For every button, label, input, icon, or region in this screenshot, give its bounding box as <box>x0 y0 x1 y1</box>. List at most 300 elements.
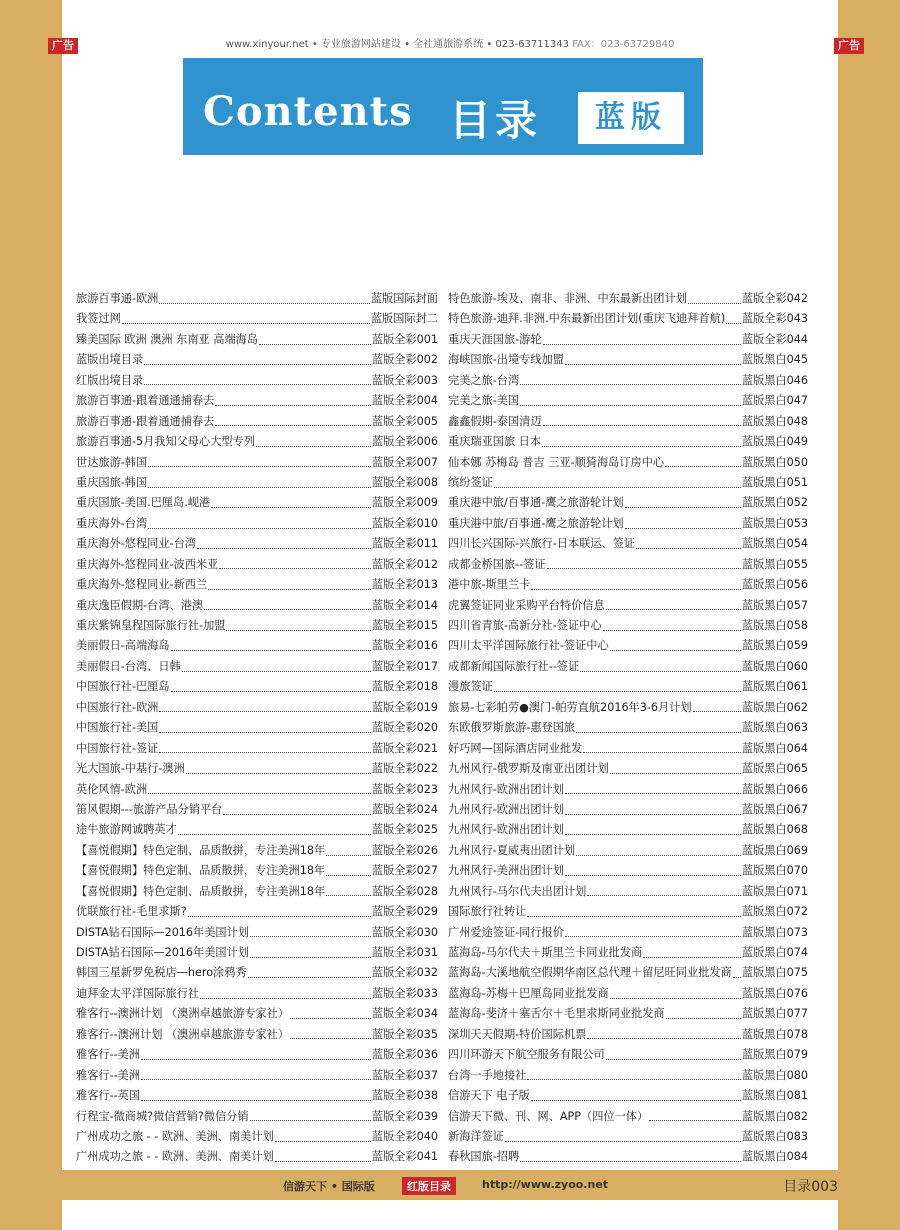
toc-leader-dots <box>643 957 741 958</box>
toc-entry-page: 蓝版全彩024 <box>371 802 438 816</box>
toc-entry-title: 旅游百事通-跟着通通捕春去 <box>76 394 215 408</box>
toc-entry[interactable] <box>448 535 808 555</box>
toc-entry-title: 美丽假日-台湾、日韩 <box>76 659 181 673</box>
toc-entry-title: 九州风行-美洲出团计划 <box>448 864 564 878</box>
toc-entry-title: 我签过网 <box>76 312 121 326</box>
toc-entry-title: 九州风行-欧洲出团计划 <box>448 782 564 796</box>
toc-entry-page: 蓝版黑白069 <box>741 843 808 857</box>
toc-entry[interactable] <box>448 576 808 596</box>
toc-entry-page: 蓝版全彩009 <box>371 496 438 510</box>
toc-entry[interactable] <box>76 1108 438 1128</box>
toc-entry-title: 【喜悦假期】特色定制、品质散拼，专注美洲18年 <box>76 884 326 898</box>
toc-entry[interactable] <box>448 1148 808 1168</box>
toc-entry[interactable] <box>448 290 808 310</box>
toc-entry[interactable] <box>76 842 438 862</box>
toc-leader-dots <box>215 405 371 406</box>
toc-entry-title: 四川长兴国际-兴旅行-日本联运、签证 <box>448 537 636 551</box>
toc-entry-title: 九州风行-马尔代夫出团计划 <box>448 884 587 898</box>
toc-entry-page: 蓝版黑白076 <box>741 986 808 1000</box>
toc-entry-title: 成都新闻国际旅行社--签证 <box>448 659 580 673</box>
toc-entry[interactable] <box>76 1128 438 1148</box>
toc-entry[interactable] <box>448 392 808 412</box>
toc-leader-dots <box>219 568 371 569</box>
toc-leader-dots <box>665 466 741 467</box>
toc-entry[interactable] <box>448 760 808 780</box>
toc-entry-page: 蓝版全彩025 <box>371 823 438 837</box>
toc-leader-dots <box>275 1161 371 1162</box>
toc-entry-title: 国际旅行社转让 <box>448 905 527 919</box>
toc-entry-title: 世达旅游-韩国 <box>76 455 148 469</box>
toc-entry[interactable] <box>76 597 438 617</box>
toc-entry-title: 重庆国旅-美国.巴厘岛.岘港 <box>76 496 211 510</box>
toc-entry[interactable] <box>448 556 808 576</box>
toc-entry[interactable] <box>448 433 808 453</box>
toc-entry[interactable] <box>76 310 438 330</box>
toc-entry-title: 重庆逸臣假期-台湾、港澳 <box>76 598 204 612</box>
toc-entry-page: 蓝版全彩004 <box>371 394 438 408</box>
toc-entry[interactable] <box>76 433 438 453</box>
toc-leader-dots <box>625 507 741 508</box>
toc-entry-page: 蓝版全彩022 <box>371 762 438 776</box>
toc-entry[interactable] <box>76 964 438 984</box>
toc-entry[interactable] <box>448 454 808 474</box>
toc-entry-title: 深圳天天假期-特价国际机票 <box>448 1027 587 1041</box>
toc-leader-dots <box>188 916 371 917</box>
toc-entry-page: 蓝版黑白048 <box>741 414 808 428</box>
toc-leader-dots <box>520 405 741 406</box>
toc-entry[interactable] <box>76 985 438 1005</box>
right-border <box>838 0 900 1230</box>
toc-leader-dots <box>520 384 741 385</box>
toc-entry-page: 蓝版黑白068 <box>741 823 808 837</box>
toc-leader-dots <box>171 650 371 651</box>
toc-leader-dots <box>520 1161 741 1162</box>
toc-entry-title: 重庆港中旅/百事通-鹰之旅游轮计划 <box>448 516 624 530</box>
toc-entry-page: 蓝版全彩032 <box>371 966 438 980</box>
toc-leader-dots <box>208 589 371 590</box>
toc-entry-title: DISTA钻石国际—2016年美国计划 <box>76 946 249 959</box>
toc-entry[interactable] <box>76 290 438 310</box>
toc-entry-page: 蓝版黑白066 <box>741 782 808 796</box>
toc-entry-title: 四川环游天下航空服务有限公司 <box>448 1048 605 1062</box>
toc-entry-page: 蓝版全彩034 <box>371 1007 438 1021</box>
toc-entry-title: 重庆海外-台湾 <box>76 516 148 530</box>
toc-entry[interactable] <box>76 474 438 494</box>
toc-entry[interactable] <box>76 1087 438 1107</box>
toc-entry-page: 蓝版全彩043 <box>741 312 808 326</box>
toc-entry[interactable] <box>76 392 438 412</box>
toc-entry-title: 重庆海外-悠程同业-波西米亚 <box>76 557 219 571</box>
toc-entry-page: 蓝版全彩018 <box>371 680 438 694</box>
toc-leader-dots <box>197 548 371 549</box>
toc-entry[interactable] <box>448 862 808 882</box>
toc-entry[interactable] <box>76 658 438 678</box>
toc-entry[interactable] <box>76 924 438 944</box>
toc-leader-dots <box>542 446 741 447</box>
toc-entry-title: 港中旅-斯里兰卡 <box>448 578 531 592</box>
toc-entry-page: 蓝版全彩044 <box>741 332 808 346</box>
toc-entry-page: 蓝版全彩016 <box>371 639 438 653</box>
toc-entry-page: 蓝版全彩031 <box>371 946 438 959</box>
toc-entry-title: 行程宝-微商城?微信营销?微信分销 <box>76 1109 249 1123</box>
toc-entry-page: 蓝版黑白052 <box>741 496 808 510</box>
toc-leader-dots <box>204 609 371 610</box>
toc-entry-title: 东欧俄罗斯旅游-惠登国旅 <box>448 721 576 735</box>
toc-entry-title: 迪拜金太平洋国际旅行社 <box>76 986 200 1000</box>
toc-entry[interactable] <box>448 699 808 719</box>
toc-entry-page: 蓝版全彩042 <box>741 292 808 305</box>
header-fax: FAX：023-63729840 <box>572 39 675 50</box>
toc-entry[interactable] <box>448 597 808 617</box>
toc-entry-title: 旅游百事通-跟着通通捕春去 <box>76 414 215 428</box>
toc-entry-title: 缤纷签证 <box>448 475 493 489</box>
toc-entry-page: 蓝版全彩037 <box>371 1068 438 1082</box>
toc-entry-page: 蓝版国际封面 <box>370 292 438 305</box>
toc-entry[interactable] <box>448 372 808 392</box>
toc-entry-title: 雅客行--美洲 <box>76 1048 141 1062</box>
toc-entry[interactable] <box>448 1067 808 1087</box>
toc-entry[interactable] <box>448 637 808 657</box>
toc-leader-dots <box>606 1059 741 1060</box>
toc-entry-title: 蓝海岛-马尔代夫＋斯里兰卡同业批发商 <box>448 946 643 959</box>
toc-entry[interactable] <box>448 310 808 330</box>
toc-leader-dots <box>186 773 371 774</box>
toc-entry-title: 韩国三星新罗免税店—hero涂鸦秀 <box>76 966 247 980</box>
toc-entry[interactable] <box>448 821 808 841</box>
toc-entry-title: 美丽假日-高端海岛 <box>76 639 170 653</box>
toc-entry[interactable] <box>76 699 438 719</box>
toc-entry-title: 完美之旅-台湾 <box>448 373 520 387</box>
toc-leader-dots <box>211 507 371 508</box>
page-number: 目录003 <box>783 1179 838 1195</box>
toc-leader-dots <box>250 1120 371 1121</box>
toc-entry[interactable] <box>448 1108 808 1128</box>
toc-entry-title: 九州风行-欧洲出团计划 <box>448 823 564 837</box>
toc-entry-title: 重庆瑞亚国旅 日本 <box>448 435 542 449</box>
toc-entry-title: 广州成功之旅 - - 欧洲、美洲、南美计划 <box>76 1150 274 1164</box>
toc-leader-dots <box>148 487 371 488</box>
toc-entry-title: 雅客行--美洲 <box>76 1068 141 1082</box>
toc-entry-page: 蓝版全彩036 <box>371 1048 438 1062</box>
toc-leader-dots <box>159 732 371 733</box>
toc-leader-dots <box>148 528 371 529</box>
toc-entry-title: 新海洋签证 <box>448 1129 504 1143</box>
toc-leader-dots <box>587 895 741 896</box>
toc-entry-page: 蓝版全彩014 <box>371 598 438 612</box>
toc-entry-page: 蓝版全彩027 <box>371 864 438 878</box>
toc-leader-dots <box>666 1018 741 1019</box>
toc-entry[interactable] <box>448 351 808 371</box>
toc-leader-dots <box>693 711 741 712</box>
toc-leader-dots <box>527 1079 741 1080</box>
toc-entry[interactable] <box>448 658 808 678</box>
toc-entry-title: 重庆天涯国旅-游轮 <box>448 332 542 346</box>
toc-entry-title: 虎翼签证同业采购平台特价信息 <box>448 598 605 612</box>
toc-entry[interactable] <box>76 372 438 392</box>
toc-entry[interactable] <box>76 351 438 371</box>
toc-leader-dots <box>290 1038 371 1039</box>
toc-leader-dots <box>565 834 741 835</box>
toc-entry[interactable] <box>448 474 808 494</box>
footer-brand: 信游天下 • 国际版 <box>283 1180 375 1193</box>
toc-entry-page: 蓝版黑白073 <box>741 925 808 939</box>
toc-entry-page: 蓝版黑白077 <box>741 1007 808 1021</box>
toc-entry[interactable] <box>448 964 808 984</box>
toc-entry[interactable] <box>448 781 808 801</box>
toc-entry-title: 红版出境目录 <box>76 373 144 387</box>
footer-badge: 红版目录 <box>402 1177 456 1195</box>
toc-entry-page: 蓝版黑白045 <box>741 353 808 367</box>
toc-entry-page: 蓝版全彩020 <box>371 721 438 735</box>
toc-entry[interactable] <box>448 494 808 514</box>
toc-leader-dots <box>290 1018 371 1019</box>
toc-entry-page: 蓝版全彩023 <box>371 782 438 796</box>
toc-leader-dots <box>531 589 741 590</box>
toc-leader-dots <box>565 875 741 876</box>
toc-entry[interactable] <box>448 515 808 535</box>
toc-left-column <box>76 290 438 1169</box>
toc-leader-dots <box>565 364 741 365</box>
toc-entry[interactable] <box>76 454 438 474</box>
toc-entry[interactable] <box>76 331 438 351</box>
toc-leader-dots <box>583 752 741 753</box>
toc-entry-page: 蓝版黑白078 <box>741 1027 808 1041</box>
toc-entry-page: 蓝版全彩033 <box>371 986 438 1000</box>
toc-entry-title: 中国旅行社-欧洲 <box>76 700 159 714</box>
toc-entry-page: 蓝版全彩029 <box>371 905 438 919</box>
toc-entry-page: 蓝版黑白055 <box>741 557 808 571</box>
footer-bar <box>0 1170 900 1200</box>
toc-entry-page: 蓝版黑白053 <box>741 516 808 530</box>
toc-entry[interactable] <box>76 821 438 841</box>
toc-entry-title: 九州风行-俄罗斯及南亚出团计划 <box>448 762 609 776</box>
toc-entry-title: 英伦风情-欧洲 <box>76 782 148 796</box>
toc-leader-dots <box>250 957 371 958</box>
toc-entry-title: 中国旅行社-签证 <box>76 741 159 755</box>
toc-leader-dots <box>505 1141 741 1142</box>
toc-entry[interactable] <box>76 535 438 555</box>
toc-entry-title: 春秋国旅-招聘 <box>448 1150 520 1164</box>
toc-entry-page: 蓝版黑白057 <box>741 598 808 612</box>
toc-leader-dots <box>122 323 370 324</box>
toc-leader-dots <box>565 936 741 937</box>
toc-leader-dots <box>141 1100 371 1101</box>
toc-leader-dots <box>148 793 371 794</box>
toc-leader-dots <box>580 671 741 672</box>
toc-entry[interactable] <box>76 903 438 923</box>
toc-entry-page: 蓝版黑白070 <box>741 864 808 878</box>
toc-entry[interactable] <box>448 678 808 698</box>
toc-entry[interactable] <box>448 1046 808 1066</box>
toc-entry-page: 蓝版全彩040 <box>371 1129 438 1143</box>
toc-leader-dots <box>326 875 371 876</box>
toc-entry[interactable] <box>448 883 808 903</box>
toc-entry-page: 蓝版全彩035 <box>371 1027 438 1041</box>
toc-entry-title: 中国旅行社-巴厘岛 <box>76 680 170 694</box>
toc-entry[interactable] <box>448 1026 808 1046</box>
toc-entry[interactable] <box>448 924 808 944</box>
toc-leader-dots <box>587 1038 741 1039</box>
toc-entry-page: 蓝版全彩026 <box>371 843 438 857</box>
toc-entry-title: 九州风行-欧洲出团计划 <box>448 802 564 816</box>
toc-entry[interactable] <box>76 413 438 433</box>
toc-entry-page: 蓝版全彩007 <box>371 455 438 469</box>
toc-entry[interactable] <box>448 842 808 862</box>
toc-entry-page: 蓝版黑白064 <box>741 741 808 755</box>
toc-entry[interactable] <box>76 1046 438 1066</box>
toc-entry[interactable] <box>76 678 438 698</box>
toc-entry-page: 蓝版黑白047 <box>741 394 808 408</box>
toc-entry-page: 蓝版全彩038 <box>371 1089 438 1103</box>
toc-entry[interactable] <box>448 985 808 1005</box>
toc-entry[interactable] <box>76 494 438 514</box>
toc-entry[interactable] <box>76 1026 438 1046</box>
toc-entry-title: 雅客行--澳洲计划 （澳洲卓越旅游专家社） <box>76 1027 290 1041</box>
toc-entry-page: 蓝版全彩012 <box>371 557 438 571</box>
toc-entry[interactable] <box>76 617 438 637</box>
toc-leader-dots <box>215 425 371 426</box>
toc-entry[interactable] <box>448 1005 808 1025</box>
toc-entry-title: 四川太平洋国际旅行社-签证中心 <box>448 639 609 653</box>
toc-leader-dots <box>200 998 371 999</box>
footer-url[interactable]: http://www.zyoo.net <box>482 1178 609 1191</box>
left-border <box>0 0 62 1230</box>
toc-leader-dots <box>576 855 741 856</box>
toc-leader-dots <box>326 855 371 856</box>
toc-entry-page: 蓝版黑白074 <box>741 946 808 959</box>
toc-leader-dots <box>576 732 741 733</box>
toc-leader-dots <box>178 834 371 835</box>
toc-entry[interactable] <box>76 944 438 964</box>
toc-leader-dots <box>248 977 371 978</box>
toc-entry-title: 特色旅游-埃及、南非、非洲、中东最新出团计划 <box>448 292 687 305</box>
toc-entry[interactable] <box>76 576 438 596</box>
toc-entry[interactable] <box>76 637 438 657</box>
toc-leader-dots <box>565 814 741 815</box>
toc-entry-title: 好巧网—国际酒店同业批发 <box>448 741 583 755</box>
toc-leader-dots <box>649 1120 741 1121</box>
toc-entry[interactable] <box>76 1148 438 1168</box>
toc-entry[interactable] <box>76 760 438 780</box>
toc-entry-title: 仙本娜 苏梅岛 普吉 三亚-顺猗海岛订房中心 <box>448 455 665 469</box>
header-info-text: www.xinyour.net • 专业旅游网站建设 • 全社通旅游系统 • 023-63711343 <box>225 39 570 50</box>
toc-leader-dots <box>543 425 741 426</box>
toc-entry-page: 蓝版黑白067 <box>741 802 808 816</box>
toc-entry[interactable] <box>448 740 808 760</box>
toc-entry-title: 重庆港中旅/百事通-鹰之旅游轮计划 <box>448 496 624 510</box>
toc-leader-dots <box>159 303 370 304</box>
toc-entry-page: 蓝版黑白054 <box>741 537 808 551</box>
toc-entry[interactable] <box>76 1005 438 1025</box>
toc-entry-page: 蓝版黑白083 <box>741 1129 808 1143</box>
toc-entry[interactable] <box>448 617 808 637</box>
toc-leader-dots <box>543 344 741 345</box>
toc-entry-title: 漫旅签证 <box>448 680 493 694</box>
toc-entry-page: 蓝版黑白075 <box>741 966 808 980</box>
toc-leader-dots <box>547 568 741 569</box>
toc-entry[interactable] <box>76 719 438 739</box>
toc-entry[interactable] <box>448 719 808 739</box>
toc-entry[interactable] <box>448 1128 808 1148</box>
toc-entry-title: 蓝海岛-大溪地航空假期华南区总代理＋留尼旺同业批发商 <box>448 966 732 980</box>
toc-leader-dots <box>171 691 371 692</box>
toc-entry-page: 蓝版黑白080 <box>741 1068 808 1082</box>
toc-entry-title: 广州成功之旅 - - 欧洲、美洲、南美计划 <box>76 1129 274 1143</box>
toc-entry-page: 蓝版黑白046 <box>741 373 808 387</box>
toc-leader-dots <box>610 773 741 774</box>
toc-entry-title: 成都金桥国旅--签证 <box>448 557 546 571</box>
toc-entry-page: 蓝版黑白079 <box>741 1048 808 1062</box>
toc-entry-page: 蓝版全彩021 <box>371 741 438 755</box>
toc-entry[interactable] <box>76 1067 438 1087</box>
toc-entry-title: DISTA钻石国际—2016年美国计划 <box>76 925 249 939</box>
toc-entry-page: 蓝版全彩005 <box>371 414 438 428</box>
toc-leader-dots <box>148 466 371 467</box>
toc-entry[interactable] <box>76 781 438 801</box>
toc-entry-page: 蓝版黑白084 <box>741 1150 808 1164</box>
toc-entry-title: 旅游百事通-欧洲 <box>76 292 159 305</box>
toc-right-column <box>448 290 808 1169</box>
toc-entry[interactable] <box>76 883 438 903</box>
toc-leader-dots <box>603 630 741 631</box>
toc-entry[interactable] <box>448 1087 808 1107</box>
toc-entry-title: 重庆海外-悠程同业-台湾 <box>76 537 196 551</box>
toc-leader-dots <box>250 936 371 937</box>
toc-entry-title: 途牛旅游网诚聘英才 <box>76 823 177 837</box>
toc-entry-page: 蓝版全彩003 <box>371 373 438 387</box>
toc-entry-title: 优联旅行社-毛里求斯? <box>76 905 187 919</box>
toc-entry-page: 蓝版全彩011 <box>371 537 438 551</box>
toc-entry[interactable] <box>448 944 808 964</box>
toc-leader-dots <box>636 548 741 549</box>
toc-entry-title: 海峡国旅-出境专线加盟 <box>448 353 564 367</box>
toc-entry-title: 【喜悦假期】特色定制、品质散拼，专注美洲18年 <box>76 843 326 857</box>
toc-entry-title: 鑫鑫假期-泰国清迈 <box>448 414 542 428</box>
toc-leader-dots <box>527 916 741 917</box>
toc-entry-title: 特色旅游-迪拜.非洲.中东最新出团计划(重庆飞迪拜首航) <box>448 312 726 326</box>
toc-leader-dots <box>531 1100 741 1101</box>
toc-entry[interactable] <box>76 515 438 535</box>
toc-entry[interactable] <box>448 903 808 923</box>
toc-entry-title: 【喜悦假期】特色定制、品质散拼，专注美洲18年 <box>76 864 326 878</box>
toc-leader-dots <box>144 384 371 385</box>
toc-entry-page: 蓝版黑白072 <box>741 905 808 919</box>
toc-entry[interactable] <box>448 801 808 821</box>
toc-entry-title: 台湾一手地接社 <box>448 1068 527 1082</box>
toc-entry-title: 旅游百事通-5月我知父母心大型专列 <box>76 435 255 449</box>
toc-leader-dots <box>275 1141 371 1142</box>
toc-entry[interactable] <box>76 862 438 882</box>
toc-entry-title: 蓝版出境目录 <box>76 353 144 367</box>
toc-leader-dots <box>610 650 741 651</box>
toc-leader-dots <box>182 671 371 672</box>
toc-entry[interactable] <box>76 740 438 760</box>
toc-leader-dots <box>256 446 371 447</box>
toc-entry-title: 重庆海外-悠程同业-新西兰 <box>76 578 208 592</box>
toc-entry[interactable] <box>76 801 438 821</box>
toc-entry-title: 广州爱途签证-同行报价 <box>448 925 564 939</box>
toc-entry[interactable] <box>76 556 438 576</box>
title-banner <box>183 58 703 155</box>
toc-entry-page: 蓝版全彩028 <box>371 884 438 898</box>
toc-entry[interactable] <box>448 413 808 433</box>
toc-leader-dots <box>688 303 741 304</box>
toc-entry-title: 蓝海岛-苏梅＋巴厘岛同业批发商 <box>448 986 609 1000</box>
toc-entry-title: 重庆国旅-韩国 <box>76 475 148 489</box>
toc-entry[interactable] <box>448 331 808 351</box>
toc-entry-title: 旅易-七彩帕劳●澳门-帕劳直航2016年3-6月计划 <box>448 700 692 714</box>
toc-leader-dots <box>565 793 741 794</box>
